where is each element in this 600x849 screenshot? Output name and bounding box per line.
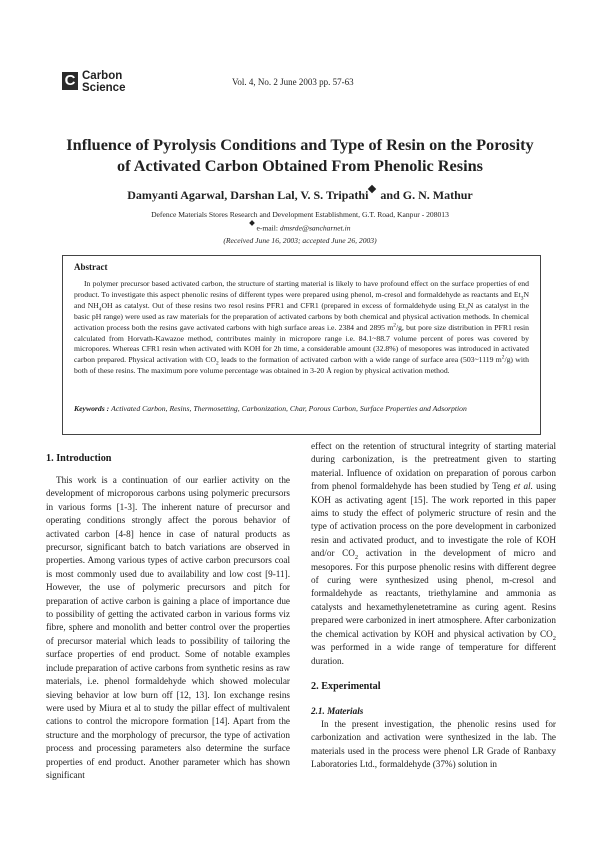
abstract-text-2: N and NH [74, 289, 529, 310]
affiliation: Defence Materials Stores Research and Development Establishment, G.T. Road, Kanpur - 208013 [151, 210, 449, 219]
intro-right-text-d: was performed in a wide range of temperature for different duration. [311, 642, 556, 666]
materials-paragraph: In the present investigation, the phenolic resins used for carbonization and activation were synthesized in the lab. The materials used in the process were phenol LR Grade of Ranbaxy Laboratories Ltd., formaldehyde (37%) solution in [311, 719, 556, 770]
corresponding-author-icon [368, 185, 376, 193]
abstract-text-5: /g, but pore size distribution in PFR1 resin calculated from Horvath-Kawazoe method, contributes mainly in micropore range i.e. 84.1~88.7 volume percent of pores was covered by micropores. Whereas CFR1 resin when activated with KOH for 2h time, a considerable amount (32.8%) of mesopores was introduced in activated carbon prepared. Physical activation with CO [74, 322, 529, 365]
abstract-sub: 3 [465, 306, 468, 313]
abstract-sup: 2 [393, 322, 396, 329]
introduction-left-column: This work is a continuation of our earlier activity on the development of microporous carbons using polymeric precursors in various forms [1-3]. The inherent nature of precursor and operating conditions strongly affect the porous behavior of activated carbon [4-8] hence in case of natural products as precursor, significant batch to batch variations are observed in properties. Among various types of active carbon precursors coal is most commonly used due to availability and low cost [9-11]. However, the use of polymeric precursors and pitch for preparation of active carbon is gaining a place of importance due to possibility of getting the activated carbon in various forms viz fibre, sphere and monolith and better control over the properties of precursor material which leads to possibility of tailoring the surface properties of end product. Some of notable examples include preparation of active carbons from synthetic resins as raw materials, i.e. phenol formaldehyde which showed molecular sieving behavior at low burn off [12, 13]. Ion exchange resins were used by Miura et al to study the pillar effect of multivalent cations to control the micropore formation [14]. Apart from the structure and the morphology of precursor, the type of activation process and processing parameters also determine the surface properties of end product. Another parameter which has shown significant [46, 475, 290, 780]
abstract-text-6: leads to the formation of activated carbon with a wide range of surface area (503~1119 m [218, 355, 502, 365]
logo-text-top: Carbon [82, 70, 123, 82]
intro-right-etal: et al. [513, 481, 533, 492]
abstract-text-4: N as catalyst in the basic pH range) were used as raw materials for the preparation of activated carbons by both chemical and physical activation methods. In chemical activation process both the resins gave activated carbons with high surface areas i.e. 2384 and 2895 m [74, 300, 529, 332]
journal-logo-text [82, 70, 125, 94]
abstract-sub: 4 [98, 306, 102, 313]
abstract-body [74, 279, 529, 377]
section-1-heading: 1. Introduction [46, 453, 112, 464]
email-line [40, 221, 560, 235]
co2-sub: 2 [354, 554, 359, 562]
abstract-sub: 3 [520, 295, 524, 302]
abstract-sup: 2 [501, 354, 505, 361]
title-line-1: Influence of Pyrolysis Conditions and Type of Resin on the Porosity [66, 135, 534, 154]
paper-title [40, 134, 560, 176]
introduction-right-column [311, 440, 556, 668]
intro-right-text-b: using KOH as activating agent [15]. The work reported in this paper aims to study the effect of polymeric structure of resin and the type of activation process on the pore development in carbonized resin and activated product, and to investigate the role of KOH and/or CO [311, 481, 556, 559]
intro-right-text-a: effect on the retention of structural integrity of starting material during carbonization, is the pretreatment given to starting material. Influence of oxidation on preparation of porous carbon from phenol formaldehyde has been studied by Teng [311, 441, 556, 492]
received-dates: (Received June 16, 2003; accepted June 26, 2003) [223, 235, 377, 245]
logo-text-bottom: Science [82, 82, 126, 94]
keywords [74, 404, 529, 415]
abstract-title: Abstract [74, 262, 108, 272]
authors-part-1: Damyanti Agarwal, Darshan Lal, V. S. Tripathi [127, 188, 369, 202]
abstract-text-1: In polymer precursor based activated carbon, the structure of starting material is likely to have profound effect on the surface properties of end product. To investigate this aspect phenolic resins of different types were prepared using phenol, m-cresol and formaldehyde as reactants and Et [74, 279, 529, 299]
email-address: dmsrde@sancharnet.in [279, 223, 351, 233]
title-line-2: of Activated Carbon Obtained From Phenolic Resins [116, 156, 484, 175]
email-label: e-mail: [256, 223, 278, 233]
email-marker-icon [250, 220, 256, 226]
section-2-heading: 2. Experimental [311, 681, 381, 692]
journal-reference: Vol. 4, No. 2 June 2003 pp. 57-63 [232, 77, 354, 87]
keywords-list: Activated Carbon, Resins, Thermosetting, Carbonization, Char, Porous Carbon, Surface Properties and Adsorption [111, 404, 467, 413]
co2-sub: 2 [552, 634, 556, 642]
intro-right-text-c: activation in the development of micro and mesopores. For this purpose phenolic resins with different degree of curing were synthesized using phenol, m-cresol and formaldehyde as reactants, triethylamine and ammonia as catalysts and hexamethylenetetramine as curing agent. Resins prepared were carbonized in inert atmosphere. After carbonization the chemical activation by KOH and physical activation by CO [311, 548, 557, 639]
journal-logo-c: C [64, 72, 76, 89]
authors [40, 186, 560, 203]
keywords-label: Keywords : [74, 404, 110, 413]
affiliation-block [40, 209, 560, 247]
abstract-text-7: /g) with both of these resins. The maximum pore volume percentage was obtained in 3-20 Å region by physical activation method. [74, 355, 529, 376]
abstract-sub: 2 [216, 360, 219, 367]
authors-part-2: and G. N. Mathur [380, 188, 473, 202]
subsection-2-1-heading: 2.1. Materials [311, 706, 364, 716]
abstract-text-3: OH as catalyst. Out of these resins two resol resins PFR1 and CFR1 (prepared in excess of formaldehyde using Et [101, 300, 466, 310]
